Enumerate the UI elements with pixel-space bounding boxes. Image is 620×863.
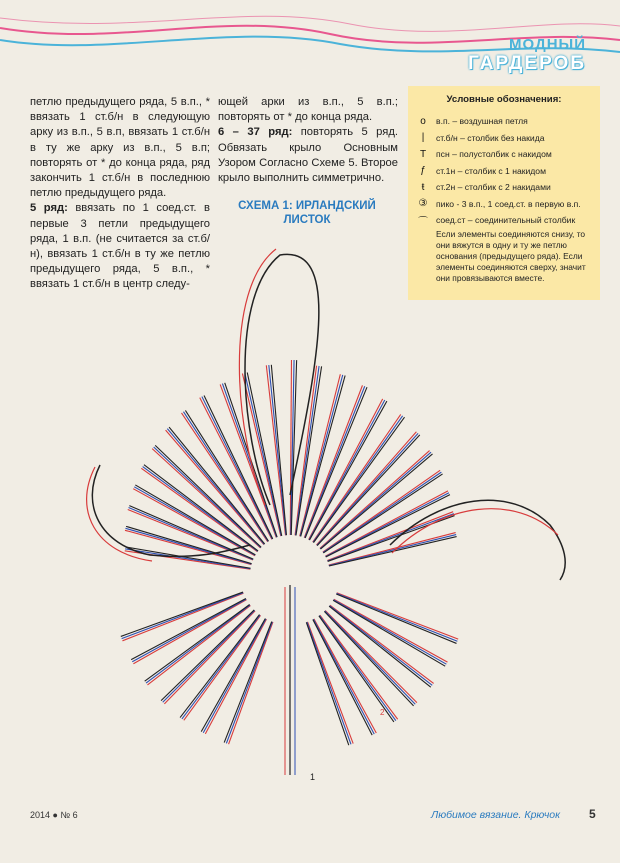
crochet-leaf-diagram bbox=[40, 235, 580, 795]
diagram-label-1: 1 bbox=[310, 772, 316, 782]
stitch-outline bbox=[87, 467, 152, 561]
chain-stitch-icon: o bbox=[420, 115, 426, 127]
stitch-ray bbox=[333, 600, 445, 666]
stitch-ray bbox=[329, 533, 456, 566]
stitch-ray bbox=[329, 537, 457, 566]
stitch-ray bbox=[163, 610, 255, 702]
magazine-logo-line2: ГАРДЕРОБ bbox=[468, 53, 586, 74]
stitch-ray bbox=[337, 593, 458, 639]
stitch-ray bbox=[155, 445, 261, 547]
stitch-ray bbox=[146, 605, 250, 683]
stitch-ray bbox=[325, 611, 415, 704]
row5-text: ввязать по 1 соед.ст. в первые 3 петли предыдущего ряда, 1 в.п. (не считается за ст.б/н), ввязать 1 ст.б/н в ту же петлю предыдущего ряда, 5 в.п., * ввязать 1 ст.б/н в центр следу- bbox=[30, 202, 210, 291]
paragraph-row6 bbox=[218, 125, 398, 186]
legend-item: ③ пико - 3 в.п., 1 соед.ст. в первую в.п. bbox=[416, 196, 592, 213]
text-column-2 bbox=[218, 95, 398, 186]
row6-label: 6 – 37 ряд: bbox=[218, 126, 293, 139]
issue-info: 2014 ● № 6 bbox=[30, 810, 78, 820]
legend-item: ŧ ст.2н – столбик с 2 накидами bbox=[416, 179, 592, 196]
single-crochet-icon: | bbox=[421, 132, 425, 144]
magazine-name: Любимое вязание. Крючок bbox=[431, 809, 561, 821]
legend-item: ⌒ соед.ст – соединительный столбик bbox=[416, 212, 592, 229]
paragraph: ющей арки из в.п., 5 в.п.; повторять от * до конца ряда. bbox=[218, 96, 398, 124]
legend-item: | ст.б/н – столбик без накида bbox=[416, 130, 592, 147]
stitch-ray bbox=[121, 592, 243, 636]
stitch-ray bbox=[134, 487, 255, 555]
legend-note: Если элементы соединяются снизу, то они вяжутся в одну и ту же петлю основания (предыдущего ряда). Если элементы соединяются сверху, значит они провязываются вместе. bbox=[436, 228, 586, 283]
stitch-ray bbox=[316, 432, 416, 545]
legend-title: Условные обозначения: bbox=[446, 94, 562, 105]
stitch-ray bbox=[307, 622, 351, 744]
magazine-logo bbox=[468, 36, 586, 75]
stitch-ray bbox=[169, 427, 265, 544]
stitch-ray bbox=[154, 447, 261, 548]
stitch-ray bbox=[313, 619, 374, 734]
stitch-ray bbox=[152, 449, 260, 548]
paragraph: петлю предыдущего ряда, 5 в.п., * ввязать 1 ст.б/н в следующую арку из в.п., 5 в.п, ввязать 1 ст.б/н в ту же арку из в.п., 5 в.п; повторять от * до конца ряда, ряд закончить 1 ст.б/н в последнюю петлю предыдущего ряда. bbox=[30, 96, 210, 200]
legend-item: o в.п. – воздушная петля bbox=[416, 113, 592, 130]
slip-stitch-icon: ⌒ bbox=[418, 216, 428, 228]
stitch-ray bbox=[317, 433, 418, 545]
stitch-ray bbox=[320, 451, 430, 549]
stitch-ray bbox=[167, 429, 264, 545]
stitch-ray bbox=[305, 386, 365, 538]
stitch-ray bbox=[329, 535, 456, 566]
scheme-title: СХЕМА 1: ИРЛАНДСКИЙ ЛИСТОК bbox=[238, 200, 376, 226]
half-double-icon: T bbox=[419, 148, 427, 160]
stitch-outline bbox=[390, 500, 565, 580]
treble-crochet-icon: ŧ bbox=[421, 181, 425, 193]
page-number: 5 bbox=[589, 807, 596, 821]
stitch-ray bbox=[269, 365, 286, 535]
legend-item: ƒ ст.1н – столбик с 1 накидом bbox=[416, 163, 592, 180]
stitch-ray bbox=[229, 622, 273, 744]
stitch-outline bbox=[392, 509, 558, 553]
stitch-ray bbox=[313, 619, 372, 735]
stitch-ray bbox=[320, 454, 432, 549]
stitch-ray bbox=[317, 435, 420, 546]
stitch-ray bbox=[182, 615, 260, 719]
stitch-ray bbox=[133, 489, 255, 556]
stitch-ray bbox=[308, 622, 354, 744]
stitch-outline bbox=[245, 254, 319, 505]
stitch-ray bbox=[271, 365, 286, 535]
magazine-logo-line1: МОДНЫЙ bbox=[509, 36, 586, 53]
row6-text: повторять 5 ряд. Обвязать крыло Основным Узором Согласно Схеме 5. Второе крыло выполнить симметрично. bbox=[218, 126, 398, 185]
row5-label: 5 ряд: bbox=[30, 202, 68, 215]
double-crochet-icon: ƒ bbox=[420, 165, 426, 177]
legend-item: T псн – полустолбик с накидом bbox=[416, 146, 592, 163]
picot-icon: ③ bbox=[418, 198, 428, 210]
stitch-ray bbox=[220, 384, 276, 537]
diagram-label-2: 2 bbox=[380, 708, 385, 717]
stitch-ray bbox=[306, 622, 348, 745]
stitch-ray bbox=[319, 615, 395, 720]
stitch-ray bbox=[320, 615, 398, 719]
